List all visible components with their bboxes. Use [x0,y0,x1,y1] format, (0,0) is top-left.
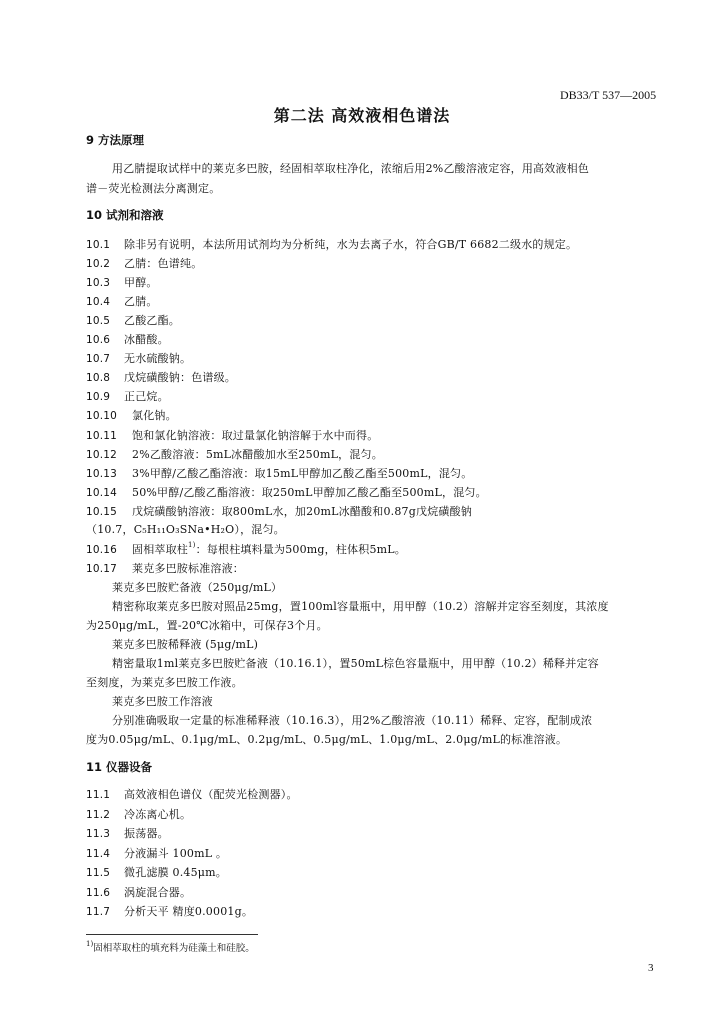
footnote [86,940,255,954]
reagent-10-13 [86,465,472,481]
item-text: 3%甲醇/乙酸乙酯溶液：取15mL甲醇加乙酸乙酯至500mL，混匀。 [132,466,473,480]
reagent-10-4 [86,293,158,309]
reagent-10-15-continuation: （10.7，C₅H₁₁O₃SNa•H₂O），混匀。 [86,523,285,536]
item-number: 10.3 [86,277,111,290]
item-number: 10.14 [86,486,118,499]
item-number: 11.2 [86,808,111,821]
item-number: 10.6 [86,334,111,347]
item-text: 冰醋酸。 [124,333,169,347]
principle-line-1: 用乙腈提取试样中的莱克多巴胺，经固相萃取柱净化，浓缩后用2%乙酸溶液定容，用高效液相色 [112,162,590,175]
footnote-divider [86,934,258,935]
dilution-line-2: 至刻度，为莱克多巴胺工作液。 [86,676,243,689]
instrument-11-1 [86,786,298,802]
item-number: 10.8 [86,372,111,385]
principle-line-2: 谱－荧光检测法分离测定。 [86,182,221,195]
instrument-11-4 [86,845,227,861]
instrument-11-3 [86,825,169,841]
item-number: 10.16 [86,544,118,556]
section-heading-11: 11 仪器设备 [86,760,153,774]
item-text: 戊烷磺酸钠溶液：取800mL水，加20mL冰醋酸和0.87g戊烷磺酸钠 [132,504,472,518]
reagent-10-7 [86,350,191,366]
instrument-11-5 [86,864,227,880]
reagent-10-6 [86,331,169,347]
item-text: 戊烷磺酸钠：色谱级。 [124,371,236,385]
item-text: 2%乙酸溶液：5mL冰醋酸加水至250mL，混匀。 [132,447,383,461]
working-solution-title: 莱克多巴胺工作溶液 [112,695,213,708]
reagent-10-1 [86,236,577,252]
reagent-10-16 [86,541,406,557]
dilution-title: 莱克多巴胺稀释液 (5μg/mL) [112,638,259,651]
reagent-10-3 [86,274,158,290]
item-text: 莱克多巴胺标准溶液： [132,562,244,575]
working-solution-line-1: 分别准确吸取一定量的标准稀释液（10.16.3），用2%乙酸溶液（10.11）稀释、定容，配制成浓 [112,714,593,727]
reagent-10-14 [86,484,487,500]
item-text: 分析天平 精度0.0001g。 [124,905,254,918]
item-text: 高效液相色谱仪（配荧光检测器）。 [124,788,298,801]
section-heading-9: 9 方法原理 [86,133,145,147]
item-text: 正己烷。 [124,390,169,404]
document-id: DB33/T 537—2005 [560,88,657,102]
reagent-10-10 [86,407,177,423]
footnote-text: 固相萃取柱的填充料为硅藻土和硅胶。 [93,943,255,954]
item-text: 振荡器。 [124,827,169,840]
instrument-11-2 [86,806,191,822]
footnote-ref: 1) [188,541,196,549]
stock-solution-title: 莱克多巴胺贮备液（250μg/mL） [112,581,283,594]
reagent-10-17 [86,560,244,576]
item-number: 11.1 [86,789,111,801]
reagent-10-12 [86,446,383,462]
item-number: 11.4 [86,847,111,860]
item-text: 固相萃取柱 [132,543,188,556]
reagent-10-11 [86,427,378,443]
item-number: 11.7 [86,906,111,918]
item-number: 10.9 [86,391,111,404]
item-text: 甲醇。 [124,276,158,290]
item-number: 10.10 [86,410,118,423]
item-text: 乙腈：色谱纯。 [124,257,203,271]
stock-solution-line-2: 为250μg/mL，置-20℃冰箱中，可保存3个月。 [86,619,328,632]
item-number: 11.5 [86,867,111,879]
item-text: 无水硫酸钠。 [124,352,192,366]
section-heading-10: 10 试剂和溶液 [86,208,164,222]
item-number: 10.15 [86,505,118,518]
item-number: 10.5 [86,315,111,328]
reagent-10-8 [86,369,236,385]
item-number: 10.17 [86,563,118,575]
item-text: 氯化钠。 [132,409,177,423]
reagent-10-15 [86,503,472,519]
item-number: 10.2 [86,258,111,271]
instrument-11-7 [86,903,253,919]
reagent-10-2 [86,255,202,271]
item-text: 乙腈。 [124,295,158,309]
item-text: 乙酸乙酯。 [124,314,180,328]
item-text: 冷冻离心机。 [124,807,192,821]
item-number: 10.1 [86,239,111,251]
item-number: 11.3 [86,828,111,840]
instrument-11-6 [86,884,191,900]
working-solution-line-2: 度为0.05μg/mL、0.1μg/mL、0.2μg/mL、0.5μg/mL、1.0μg/mL、2.0μg/mL的标准溶液。 [86,733,568,746]
item-text: 饱和氯化钠溶液：取过量氯化钠溶解于水中而得。 [132,428,379,442]
item-number: 11.6 [86,886,111,899]
item-text: 涡旋混合器。 [124,885,192,899]
item-number: 10.12 [86,448,118,461]
item-text: 微孔滤膜 0.45μm。 [124,866,227,879]
item-number: 10.13 [86,467,118,480]
item-number: 10.11 [86,429,118,442]
dilution-line-1: 精密量取1ml莱克多巴胺贮备液（10.16.1），置50mL棕色容量瓶中，用甲醇（10.2）稀释并定容 [112,657,599,670]
item-number: 10.7 [86,353,111,366]
item-number: 10.4 [86,296,111,309]
reagent-10-5 [86,312,180,328]
stock-solution-line-1: 精密称取莱克多巴胺对照品25mg，置100ml容量瓶中，用甲醇（10.2）溶解并定容至刻度，其浓度 [112,600,609,613]
page-number: 3 [648,962,654,974]
reagent-10-9 [86,388,169,404]
item-text-rest: ：每根柱填料量为500mg，柱体积5mL。 [195,543,406,556]
footnote-mark: 1) [86,940,94,948]
item-text: 除非另有说明，本法所用试剂均为分析纯，水为去离子水，符合GB/T 6682二级水的规定。 [124,238,578,251]
item-text: 分液漏斗 100mL 。 [124,846,228,860]
page-title: 第二法 高效液相色谱法 [273,106,451,125]
item-text: 50%甲醇/乙酸乙酯溶液：取250mL甲醇加乙酸乙酯至500mL，混匀。 [132,485,487,499]
